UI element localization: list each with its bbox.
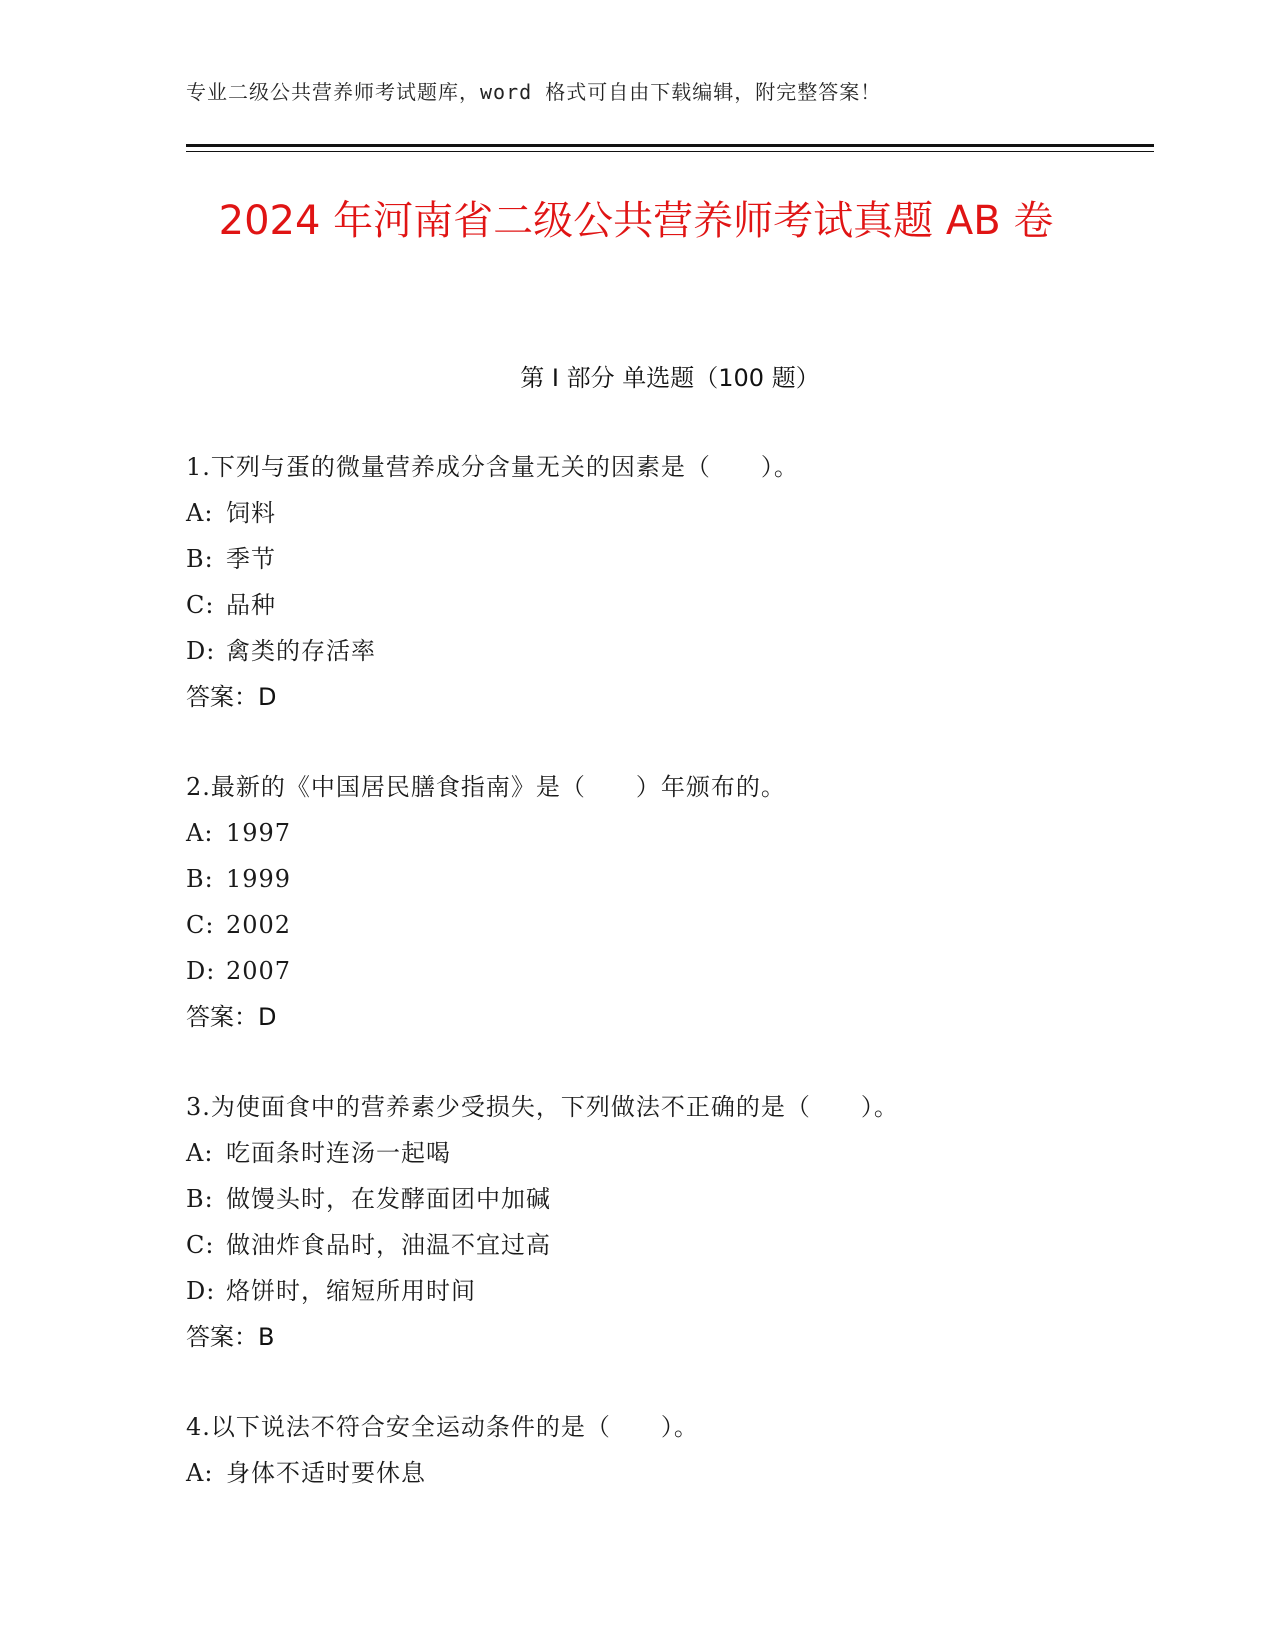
- option-d: [186, 948, 1154, 994]
- document-title: 2024 年河南省二级公共营养师考试真题 AB 卷: [218, 198, 1054, 244]
- answer-line: [186, 674, 1154, 720]
- question-1: [186, 444, 1154, 720]
- option-a: [186, 810, 1154, 856]
- option-letter: D:: [186, 957, 216, 985]
- option-text: 烙饼时，缩短所用时间: [226, 1277, 476, 1305]
- question-stem: 2.最新的《中国居民膳食指南》是（ ）年颁布的。: [186, 773, 786, 801]
- question-list: [186, 444, 1154, 1540]
- header-note: 专业二级公共营养师考试题库，word 格式可自由下载编辑，附完整答案！: [186, 80, 882, 104]
- option-letter: A:: [186, 1139, 214, 1167]
- option-letter: A:: [186, 819, 214, 847]
- answer-prefix: 答案：: [186, 1323, 258, 1351]
- option-text: 1997: [226, 819, 292, 847]
- section-heading: 第 I 部分 单选题（100 题）: [520, 364, 820, 392]
- option-text: 身体不适时要休息: [226, 1459, 426, 1487]
- option-letter: C:: [186, 1231, 215, 1259]
- option-a: [186, 1450, 1154, 1496]
- question-3: [186, 1084, 1154, 1360]
- header-rule-thick: [186, 144, 1154, 147]
- option-b: [186, 1176, 1154, 1222]
- option-a: [186, 1130, 1154, 1176]
- answer-line: [186, 994, 1154, 1040]
- answer-value: B: [258, 1323, 275, 1351]
- option-c: [186, 1222, 1154, 1268]
- option-text: 吃面条时连汤一起喝: [226, 1139, 451, 1167]
- option-b: [186, 856, 1154, 902]
- answer-value: D: [258, 1003, 277, 1031]
- option-letter: B:: [186, 545, 214, 573]
- option-text: 2002: [226, 911, 292, 939]
- option-d: [186, 1268, 1154, 1314]
- option-text: 1999: [226, 865, 292, 893]
- answer-prefix: 答案：: [186, 1003, 258, 1031]
- question-4: [186, 1404, 1154, 1496]
- answer-prefix: 答案：: [186, 683, 258, 711]
- option-c: [186, 902, 1154, 948]
- question-stem: 4.以下说法不符合安全运动条件的是（ ）。: [186, 1413, 699, 1441]
- option-text: 做油炸食品时，油温不宜过高: [226, 1231, 551, 1259]
- option-letter: C:: [186, 591, 215, 619]
- option-text: 季节: [226, 545, 276, 573]
- option-text: 禽类的存活率: [226, 637, 376, 665]
- option-letter: B:: [186, 1185, 214, 1213]
- option-c: [186, 582, 1154, 628]
- question-2: [186, 764, 1154, 1040]
- header-rule-thin: [186, 151, 1154, 152]
- option-letter: A:: [186, 499, 214, 527]
- option-letter: D:: [186, 637, 216, 665]
- option-letter: C:: [186, 911, 215, 939]
- option-text: 做馒头时，在发酵面团中加碱: [226, 1185, 551, 1213]
- option-letter: A:: [186, 1459, 214, 1487]
- option-b: [186, 536, 1154, 582]
- question-stem: 3.为使面食中的营养素少受损失，下列做法不正确的是（ ）。: [186, 1093, 899, 1121]
- option-text: 品种: [226, 591, 276, 619]
- answer-value: D: [258, 683, 277, 711]
- answer-line: [186, 1314, 1154, 1360]
- option-letter: D:: [186, 1277, 216, 1305]
- option-a: [186, 490, 1154, 536]
- option-letter: B:: [186, 865, 214, 893]
- option-d: [186, 628, 1154, 674]
- option-text: 2007: [226, 957, 292, 985]
- option-text: 饲料: [226, 499, 276, 527]
- question-stem: 1.下列与蛋的微量营养成分含量无关的因素是（ ）。: [186, 453, 799, 481]
